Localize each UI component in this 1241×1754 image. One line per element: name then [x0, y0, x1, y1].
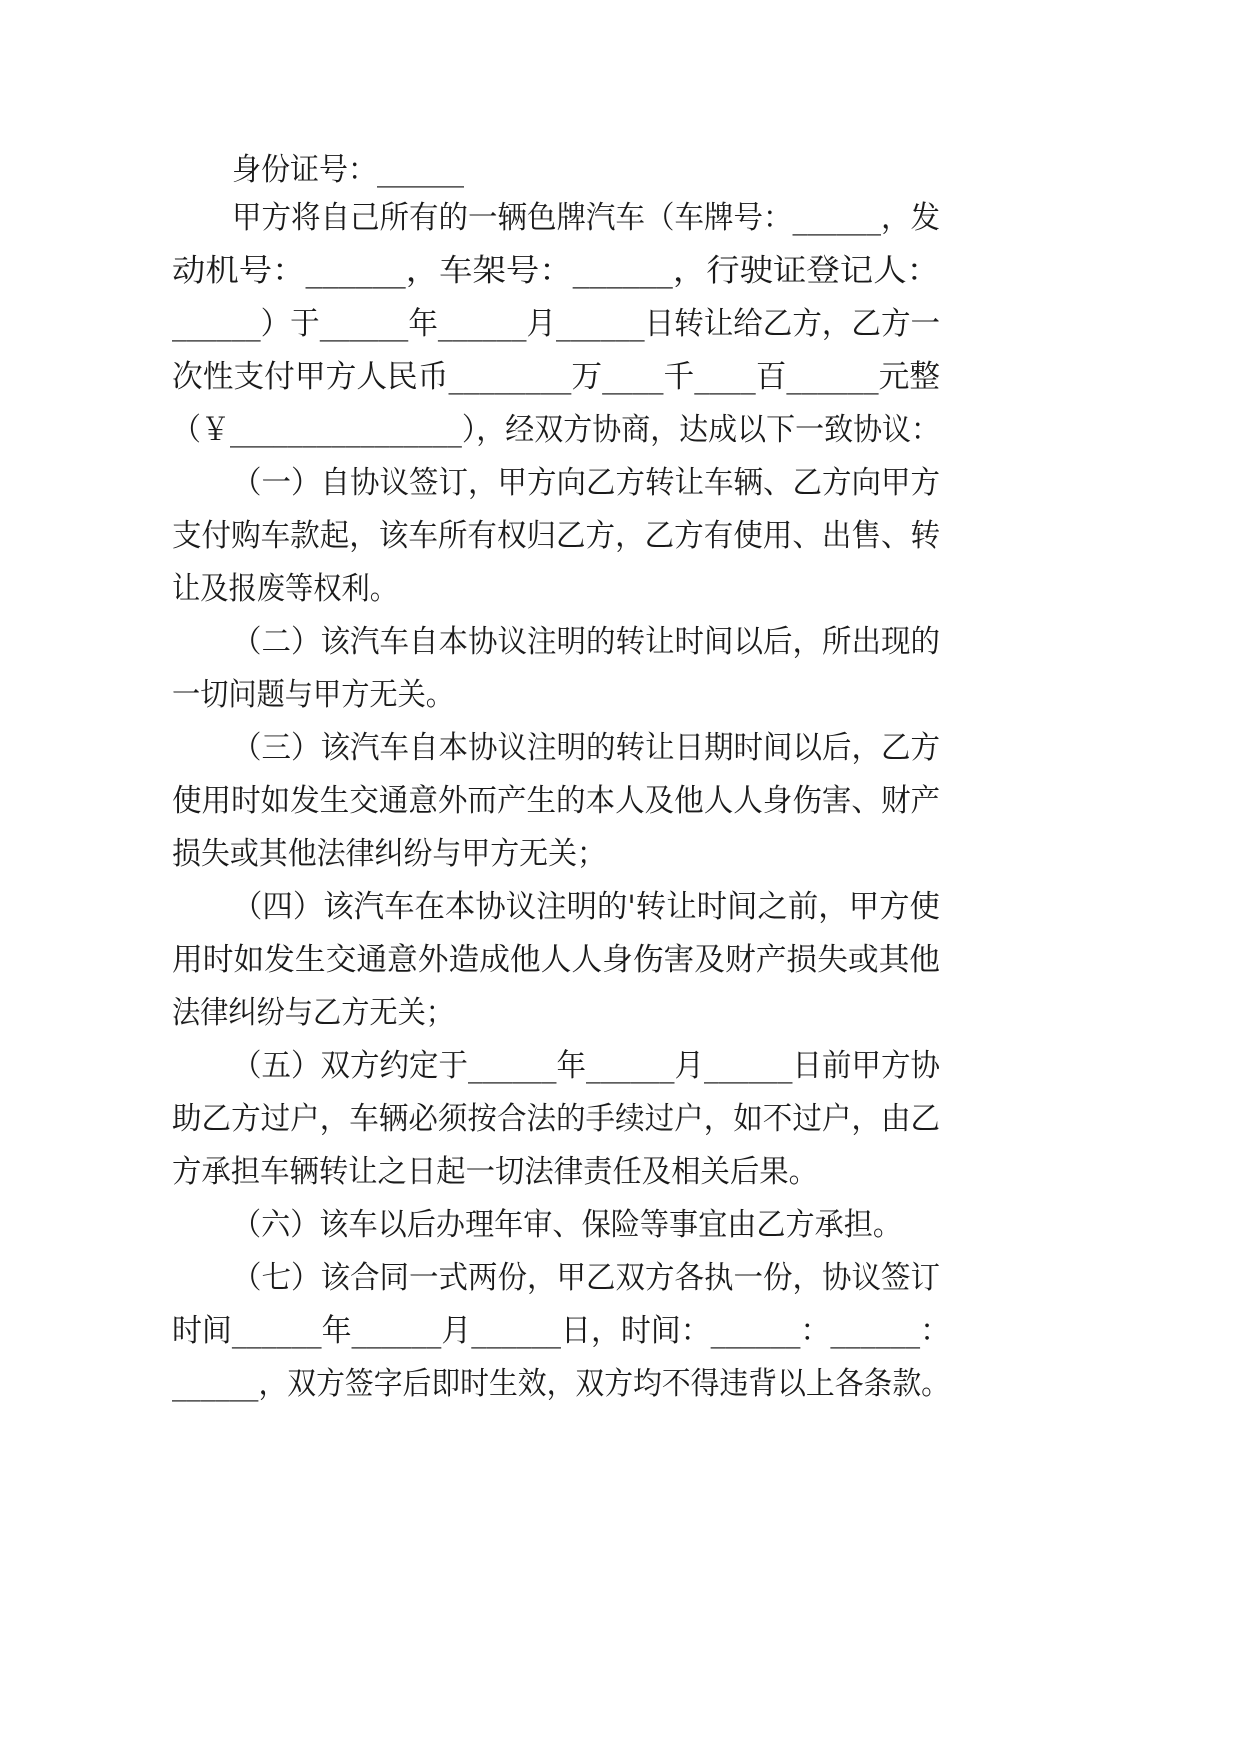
clause-5-line-3: 方承担车辆转让之日起一切法律责任及相关后果。	[172, 1154, 818, 1190]
clause-2-line-1: （二）该汽车自本协议注明的转让时间以后，所出现的	[232, 624, 940, 660]
clause-3-line-1: （三）该汽车自本协议注明的转让日期时间以后，乙方	[232, 730, 940, 766]
clause-4-line-2: 用时如发生交通意外造成他人人身伤害及财产损失或其他	[172, 942, 941, 978]
clause-7-line-3: ______，双方签字后即时生效，双方均不得违背以上各条款。	[172, 1366, 950, 1402]
clause-5-line-2: 助乙方过户，车辆必须按合法的手续过户，如不过户，由乙	[172, 1101, 941, 1137]
clause-2-line-2: 一切问题与甲方无关。	[172, 677, 455, 713]
clause-1-line-3: 让及报废等权利。	[172, 571, 399, 607]
clause-3-line-3: 损失或其他法律纠纷与甲方无关；	[172, 836, 606, 872]
clause-4-line-1: （四）该汽车在本协议注明的'转让时间之前，甲方使	[232, 889, 940, 925]
clause-4-line-3: 法律纠纷与乙方无关；	[172, 995, 455, 1031]
clause-7-line-1: （七）该合同一式两份，甲乙双方各执一份，协议签订	[232, 1260, 940, 1296]
clause-5-line-1: （五）双方约定于______年______月______日前甲方协	[232, 1048, 940, 1084]
id-number-line: 身份证号：______	[232, 152, 465, 188]
paragraph-intro-line-3: ______）于______年______月______日转让给乙方，乙方一	[172, 306, 941, 342]
clause-7-line-2: 时间______年______月______日，时间：______：______：	[172, 1313, 951, 1349]
paragraph-intro-line-2: 动机号：______，车架号：______，行驶证登记人：	[172, 253, 940, 289]
clause-6-line-1: （六）该车以后办理年审、保险等事宜由乙方承担。	[232, 1207, 903, 1243]
paragraph-intro-line-4: 次性支付甲方人民币________万____千____百______元整	[172, 359, 941, 395]
paragraph-intro-line-5: （￥________________），经双方协商，达成以下一致协议：	[172, 412, 941, 448]
clause-1-line-2: 支付购车款起，该车所有权归乙方，乙方有使用、出售、转	[172, 518, 941, 554]
clause-1-line-1: （一）自协议签订，甲方向乙方转让车辆、乙方向甲方	[232, 465, 940, 501]
clause-3-line-2: 使用时如发生交通意外而产生的本人及他人人身伤害、财产	[172, 783, 941, 819]
paragraph-intro-line-1: 甲方将自己所有的一辆色牌汽车（车牌号：______，发	[232, 200, 940, 236]
